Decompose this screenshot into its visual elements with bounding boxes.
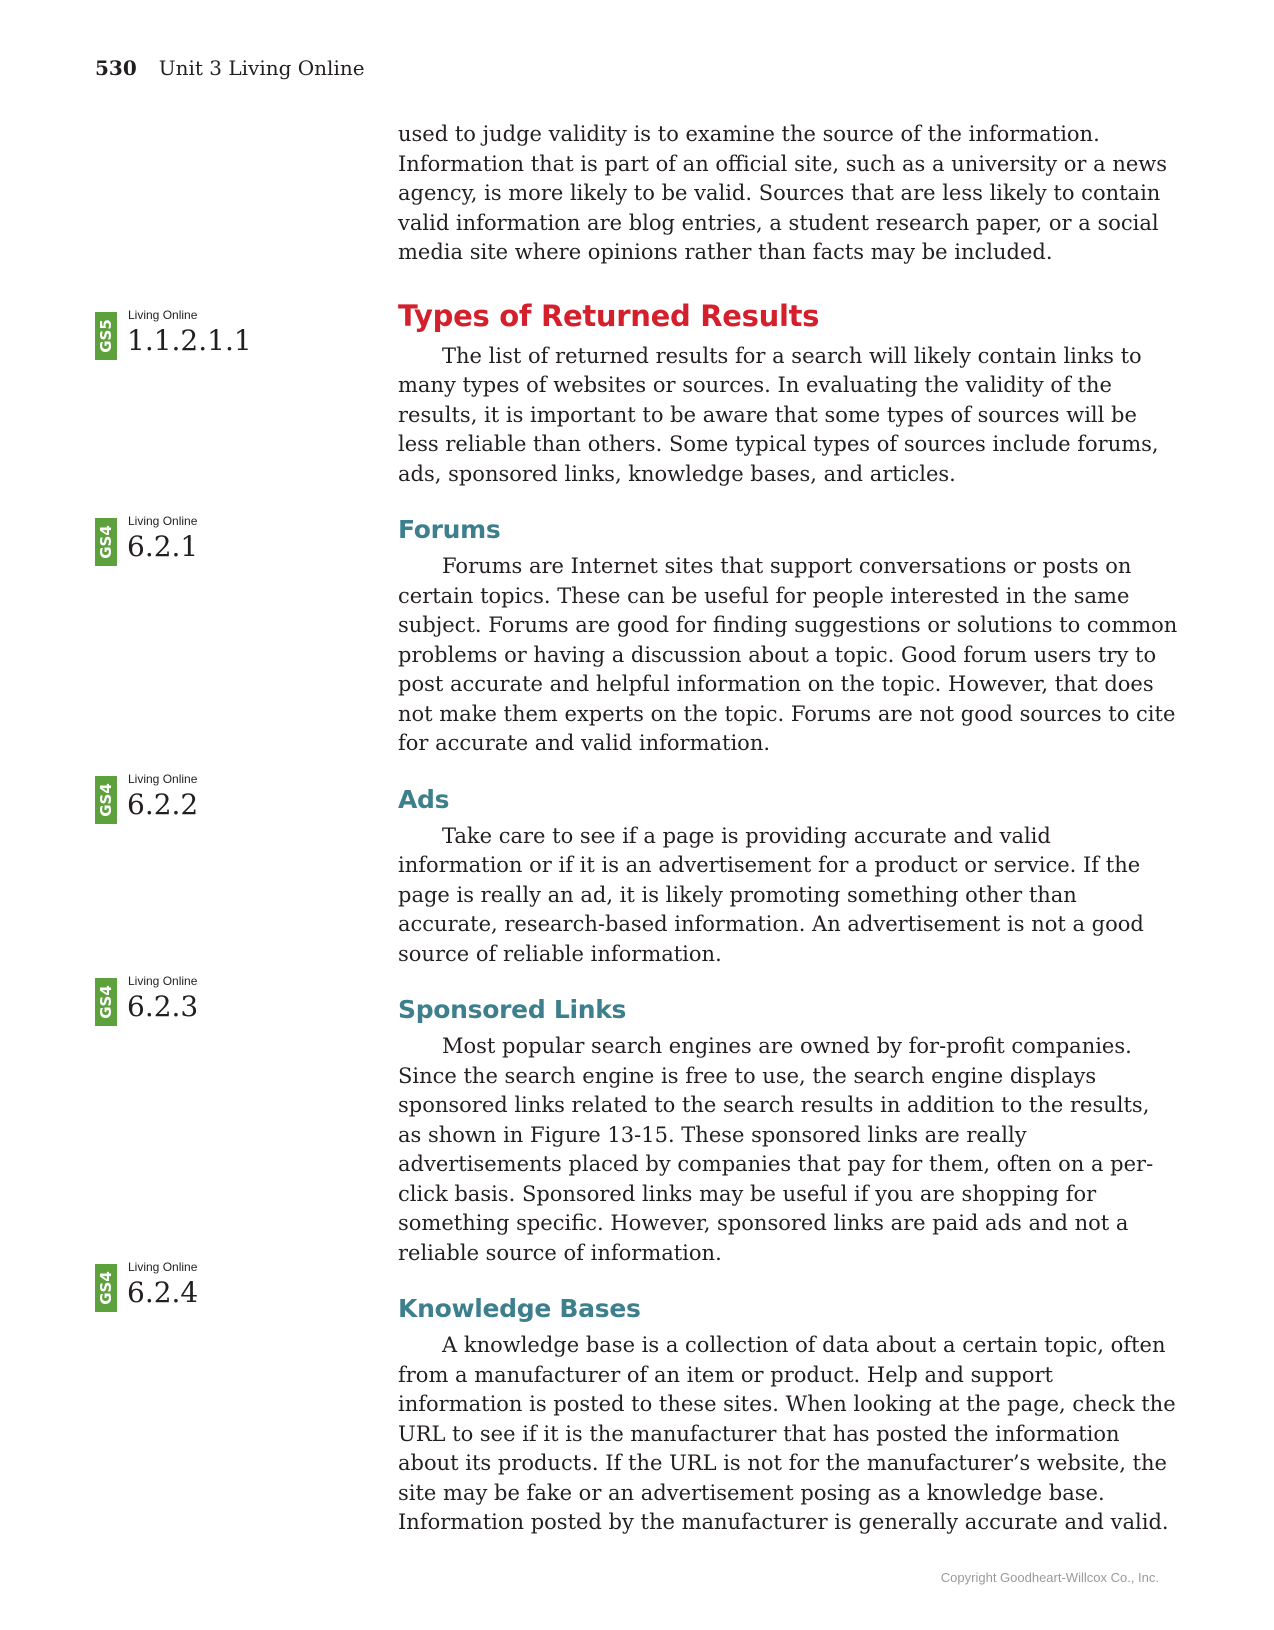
ads-paragraph: Take care to see if a page is providing accurate and valid information or if it is an advertisement for a product or service. If the page is really an ad, it is likely promoting something other than accurate, research-based information. An advertisement is not a good source of reliable information. (398, 823, 1144, 966)
section-heading-types-of-returned-results: Types of Returned Results (398, 298, 820, 333)
standard-label: Living Online (128, 308, 198, 322)
copyright-notice: Copyright Goodheart-Willcox Co., Inc. (940, 1570, 1159, 1585)
main-text-column (398, 120, 1178, 1538)
badge-text: GS4 (97, 525, 115, 559)
subsection-heading-ads: Ads (398, 784, 450, 814)
subsection-heading-knowledge-bases: Knowledge Bases (398, 1294, 641, 1323)
gs4-badge (95, 518, 117, 566)
standard-label: Living Online (128, 1260, 198, 1274)
subsection-heading-sponsored-links: Sponsored Links (398, 995, 627, 1024)
standard-label: Living Online (128, 974, 198, 988)
sponsored-links-paragraph: Most popular search engines are owned by for-profit companies. Since the search engine is free to use, the search engine displays sponsored links related to the search results in addition to the results, as shown in Figure 13-15. These sponsored links are really advertisements placed by companies that pay for them, often on a per-click basis. Sponsored links may be useful if you are shopping for something specific. However, sponsored links are paid ads and not a reliable source of information. (398, 1034, 1154, 1265)
forums-paragraph: Forums are Internet sites that support conversations or posts on certain topics. These can be useful for people interested in the same subject. Forums are good for finding suggestions or solutions to common problems or having a discussion about a topic. Good forum users try to post accurate and helpful information on the topic. However, that does not make them experts on the topic. Forums are not good sources to cite for accurate and valid information. (398, 554, 1178, 755)
badge-text: GS4 (97, 783, 115, 817)
section-paragraph: The list of returned results for a search will likely contain links to many types of websites or sources. In evaluating the validity of the results, it is important to be aware that some types of sources will be less reliable than others. Some typical types of sources include forums, ads, sponsored links, knowledge bases, and articles. (398, 343, 1159, 486)
knowledge-bases-paragraph: A knowledge base is a collection of data about a certain topic, often from a manufacturer of an item or product. Help and support information is posted to these sites. When looking at the page, check the URL to see if it is the manufacturer that has posted the information about its products. If the URL is not for the manufacturer’s website, the site may be fake or an advertisement posing as a knowledge base. Information posted by the manufacturer is generally accurate and valid. (398, 1333, 1176, 1534)
standard-code: 6.2.1 (127, 530, 199, 563)
page-header (95, 56, 365, 80)
badge-text: GS5 (97, 319, 115, 353)
intro-paragraph: used to judge validity is to examine the source of the information. Information that is part of an official site, such as a university or a news agency, is more likely to be valid. Sources that are less likely to contain valid information are blog entries, a student research paper, or a social media site where opinions rather than facts may be included. (398, 122, 1168, 264)
standard-label: Living Online (128, 514, 198, 528)
badge-text: GS4 (97, 985, 115, 1019)
gs4-badge (95, 1264, 117, 1312)
standard-code: 1.1.2.1.1 (127, 324, 252, 357)
standard-code: 6.2.3 (127, 990, 199, 1023)
running-title: Unit 3 Living Online (158, 56, 365, 80)
gs4-badge (95, 978, 117, 1026)
subsection-heading-forums: Forums (398, 515, 501, 544)
page-number: 530 (95, 56, 137, 80)
gs4-badge (95, 776, 117, 824)
standard-code: 6.2.4 (127, 1276, 199, 1309)
standard-code: 6.2.2 (127, 788, 199, 821)
badge-text: GS4 (97, 1271, 115, 1305)
gs5-badge (95, 312, 117, 360)
standard-label: Living Online (128, 772, 198, 786)
